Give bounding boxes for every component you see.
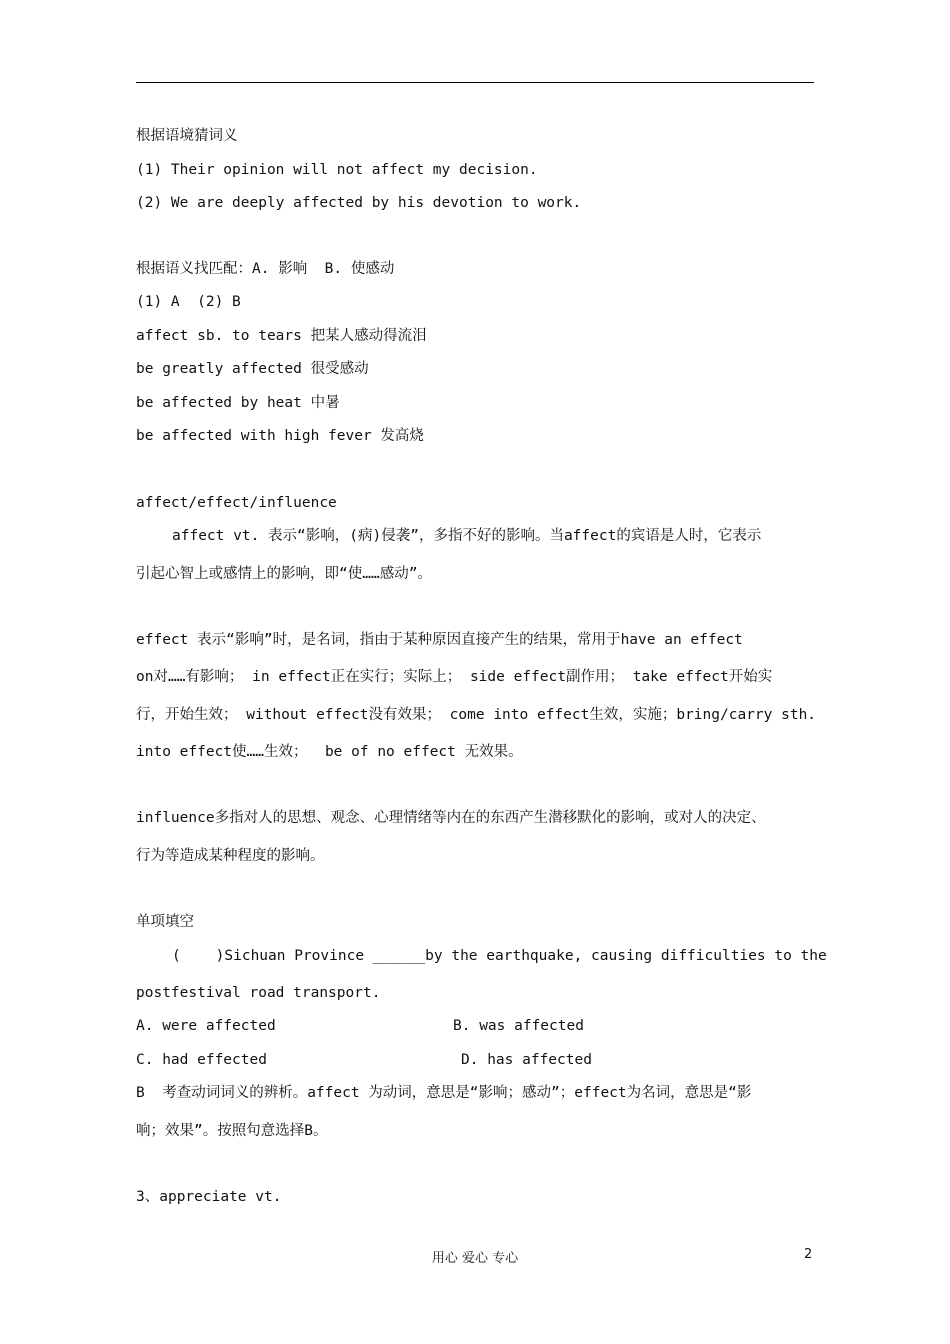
option-a: A. were affected: [136, 1018, 276, 1034]
option-c: C. had effected: [136, 1052, 267, 1068]
page-number: 2: [804, 1247, 813, 1262]
answer-explanation-line: B 考查动词词义的辨析。affect 为动词，意思是“影响；感动”；effect为名词，意思是“影: [136, 1085, 752, 1101]
question-stem-line: ( )Sichuan Province ______by the earthquake, causing difficulties to the: [172, 948, 827, 964]
phrase-item: be affected by heat 中暑: [136, 395, 340, 411]
match-answer: (1) A (2) B: [136, 294, 241, 310]
option-d: D. has affected: [461, 1052, 592, 1068]
section-heading-single-choice: 单项填空: [136, 914, 194, 930]
example-sentence-1: (1) Their opinion will not affect my decision.: [136, 162, 538, 178]
question-stem-line: postfestival road transport.: [136, 985, 381, 1001]
example-sentence-2: (2) We are deeply affected by his devotion to work.: [136, 195, 582, 211]
answer-explanation-line: 响；效果”。按照句意选择B。: [136, 1123, 328, 1139]
header-rule: [136, 82, 814, 83]
influence-explanation-line: influence多指对人的思想、观念、心理情绪等内在的东西产生潜移默化的影响，或对人的决定、: [136, 810, 766, 826]
phrase-item: affect sb. to tears 把某人感动得流泪: [136, 328, 427, 344]
phrase-item: be greatly affected 很受感动: [136, 361, 369, 377]
footer-motto: 用心 爱心 专心: [431, 1251, 519, 1266]
effect-explanation-line: effect 表示“影响”时，是名词，指由于某种原因直接产生的结果，常用于have an effect: [136, 632, 743, 648]
effect-explanation-line: into effect使……生效； be of no effect 无效果。: [136, 744, 523, 760]
section-heading-guess-meaning: 根据语境猜词义: [136, 128, 238, 144]
affect-explanation-line: 引起心智上或感情上的影响，即“使……感动”。: [136, 566, 432, 582]
influence-explanation-line: 行为等造成某种程度的影响。: [136, 848, 325, 864]
section-heading-match-meaning: 根据语义找匹配：A. 影响 B. 使感动: [136, 261, 395, 277]
effect-explanation-line: on对……有影响； in effect正在实行；实际上； side effect副作用； take effect开始实: [136, 669, 773, 685]
option-b: B. was affected: [453, 1018, 584, 1034]
section-heading-affect-effect-influence: affect/effect/influence: [136, 495, 337, 511]
affect-explanation-line: affect vt. 表示“影响，(病)侵袭”，多指不好的影响。当affect的宾语是人时，它表示: [172, 528, 762, 544]
section-heading-appreciate: 3、appreciate vt.: [136, 1189, 282, 1205]
phrase-item: be affected with high fever 发高烧: [136, 428, 424, 444]
effect-explanation-line: 行，开始生效； without effect没有效果； come into effect生效，实施；bring/carry sth.: [136, 707, 817, 723]
